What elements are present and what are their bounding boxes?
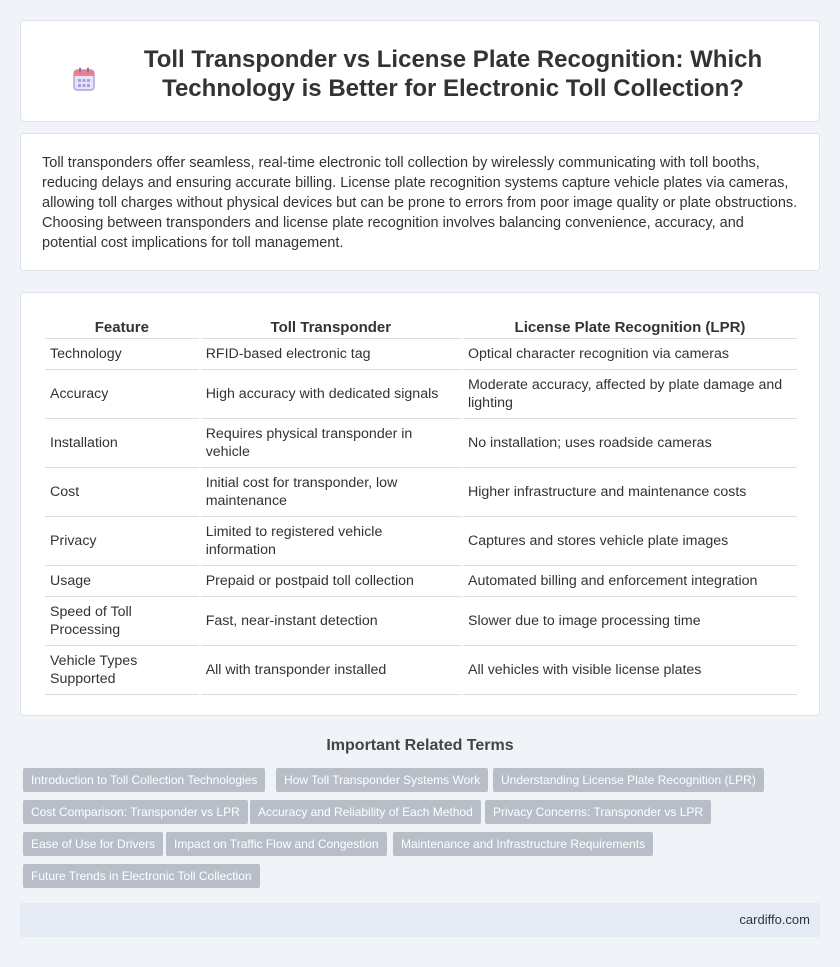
feature-cell: Vehicle Types Supported	[45, 646, 199, 695]
transponder-cell: RFID-based electronic tag	[201, 339, 461, 370]
footer-site-link[interactable]: cardiffo.com	[739, 912, 810, 927]
lpr-cell: All vehicles with visible license plates	[463, 646, 797, 695]
lpr-cell: Automated billing and enforcement integration	[463, 566, 797, 597]
transponder-cell: Prepaid or postpaid toll collection	[201, 566, 461, 597]
intro-paragraph: Toll transponders offer seamless, real-time electronic toll collection by wirelessly communicating with toll booths, reducing delays and ensuring accurate billing. License plate recognition systems capture vehicle plates via cameras, allowing toll charges without physical devices but can be prone to errors from poor image quality or plate obstructions. Choosing between transponders and license plate recognition involves balancing convenience, accuracy, and potential cost implications for toll management.	[42, 155, 798, 251]
lpr-cell: Moderate accuracy, affected by plate damage and lighting	[463, 370, 797, 419]
header-feature: Feature	[45, 315, 199, 339]
table-row	[45, 370, 797, 419]
related-term-tag[interactable]: Ease of Use for Drivers	[23, 832, 163, 856]
transponder-cell: Limited to registered vehicle information	[201, 517, 461, 566]
comparison-table	[43, 315, 799, 695]
transponder-cell: All with transponder installed	[201, 646, 461, 695]
related-terms-heading: Important Related Terms	[326, 737, 514, 754]
table-row	[45, 597, 797, 646]
related-term-tag[interactable]: Understanding License Plate Recognition (LPR)	[493, 768, 764, 792]
lpr-cell: Optical character recognition via cameras	[463, 339, 797, 370]
table-row	[45, 339, 797, 370]
table-row	[45, 517, 797, 566]
lpr-cell: Slower due to image processing time	[463, 597, 797, 646]
comparison-card	[20, 292, 820, 716]
feature-cell: Cost	[45, 468, 199, 517]
table-header-row	[45, 315, 797, 339]
related-term-tag[interactable]: Cost Comparison: Transponder vs LPR	[23, 800, 248, 824]
page-title: Toll Transponder vs License Plate Recognition: Which Technology is Better for Electronic Toll Collection?	[143, 46, 763, 102]
feature-cell: Technology	[45, 339, 199, 370]
table-row	[45, 468, 797, 517]
feature-cell: Installation	[45, 419, 199, 468]
table-row	[45, 566, 797, 597]
related-term-tag[interactable]: Maintenance and Infrastructure Requirements	[393, 832, 653, 856]
transponder-cell: Requires physical transponder in vehicle	[201, 419, 461, 468]
feature-cell: Accuracy	[45, 370, 199, 419]
transponder-cell: High accuracy with dedicated signals	[201, 370, 461, 419]
table-row	[45, 646, 797, 695]
lpr-cell: Higher infrastructure and maintenance costs	[463, 468, 797, 517]
related-term-tag[interactable]: Privacy Concerns: Transponder vs LPR	[485, 800, 711, 824]
lpr-cell: Captures and stores vehicle plate images	[463, 517, 797, 566]
feature-cell: Privacy	[45, 517, 199, 566]
related-term-tag[interactable]: Future Trends in Electronic Toll Collection	[23, 864, 260, 888]
title-card	[20, 20, 820, 122]
table-row	[45, 419, 797, 468]
related-term-tag[interactable]: How Toll Transponder Systems Work	[276, 768, 488, 792]
transponder-cell: Fast, near-instant detection	[201, 597, 461, 646]
lpr-cell: No installation; uses roadside cameras	[463, 419, 797, 468]
related-term-tag[interactable]: Introduction to Toll Collection Technologies	[23, 768, 265, 792]
related-term-tag[interactable]: Accuracy and Reliability of Each Method	[250, 800, 481, 824]
calendar-icon	[73, 67, 95, 91]
feature-cell: Usage	[45, 566, 199, 597]
intro-card	[20, 133, 820, 271]
feature-cell: Speed of Toll Processing	[45, 597, 199, 646]
transponder-cell: Initial cost for transponder, low maintenance	[201, 468, 461, 517]
footer	[20, 903, 820, 937]
header-lpr: License Plate Recognition (LPR)	[463, 315, 797, 339]
header-toll-transponder: Toll Transponder	[201, 315, 461, 339]
related-term-tag[interactable]: Impact on Traffic Flow and Congestion	[166, 832, 387, 856]
